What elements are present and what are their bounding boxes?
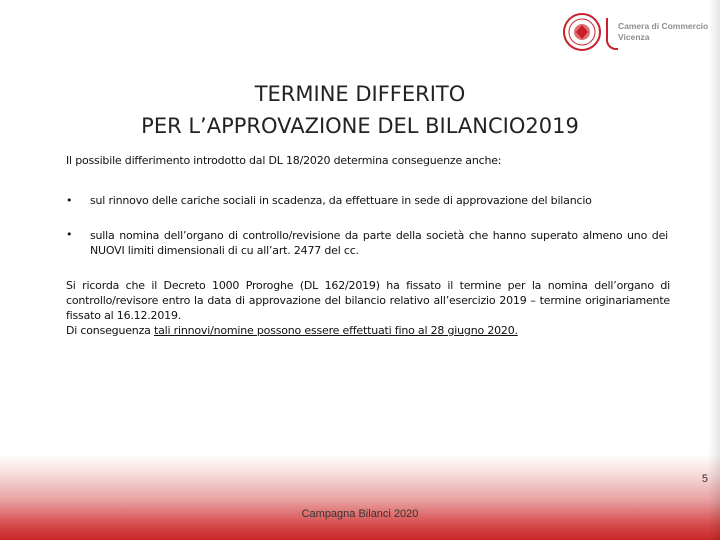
note-text: Si ricorda che il Decreto 1000 Proroghe (DL 162/2019) ha fissato il termine per la nomina dell’organo di controllo/revisore entro la data di approvazione del bilancio relativo all’esercizio 2019 – termine originariamente fissato al 16.12.2019. <box>66 279 670 322</box>
bullet-marker: • <box>66 194 73 207</box>
logo-text-line1: Camera di Commercio <box>618 21 709 31</box>
title-line-2: PER L’APPROVAZIONE DEL BILANCIO2019 <box>141 114 579 138</box>
chamber-of-commerce-logo <box>562 12 712 52</box>
bullet-item-renewal: sul rinnovo delle cariche sociali in scadenza, da effettuare in sede di approvazione del bilancio <box>90 194 592 207</box>
note-paragraph <box>66 278 670 338</box>
note-conclusion-underlined: tali rinnovi/nomine possono essere effettuati fino al 28 giugno 2020. <box>153 324 518 337</box>
logo-bracket-decoration <box>606 18 618 50</box>
title-line-1: TERMINE DIFFERITO <box>254 82 466 106</box>
logo-text-line2: Vicenza <box>618 32 650 42</box>
seal-icon <box>562 12 602 52</box>
footer-text: Campagna Bilanci 2020 <box>301 508 419 520</box>
slide-edge-shadow <box>708 0 720 540</box>
bullet-marker: • <box>66 228 73 241</box>
note-conclusion-prefix: Di conseguenza <box>66 324 154 337</box>
intro-paragraph: Il possibile differimento introdotto dal DL 18/2020 determina conseguenze anche: <box>66 154 502 167</box>
slide-title <box>40 78 680 142</box>
bullet-item-appointment: sulla nomina dell’organo di controllo/revisione da parte della società che hanno superato almeno uno dei NUOVI limiti dimensionali di cu all’art. 2477 del cc. <box>90 229 668 257</box>
page-number: 5 <box>701 473 708 485</box>
